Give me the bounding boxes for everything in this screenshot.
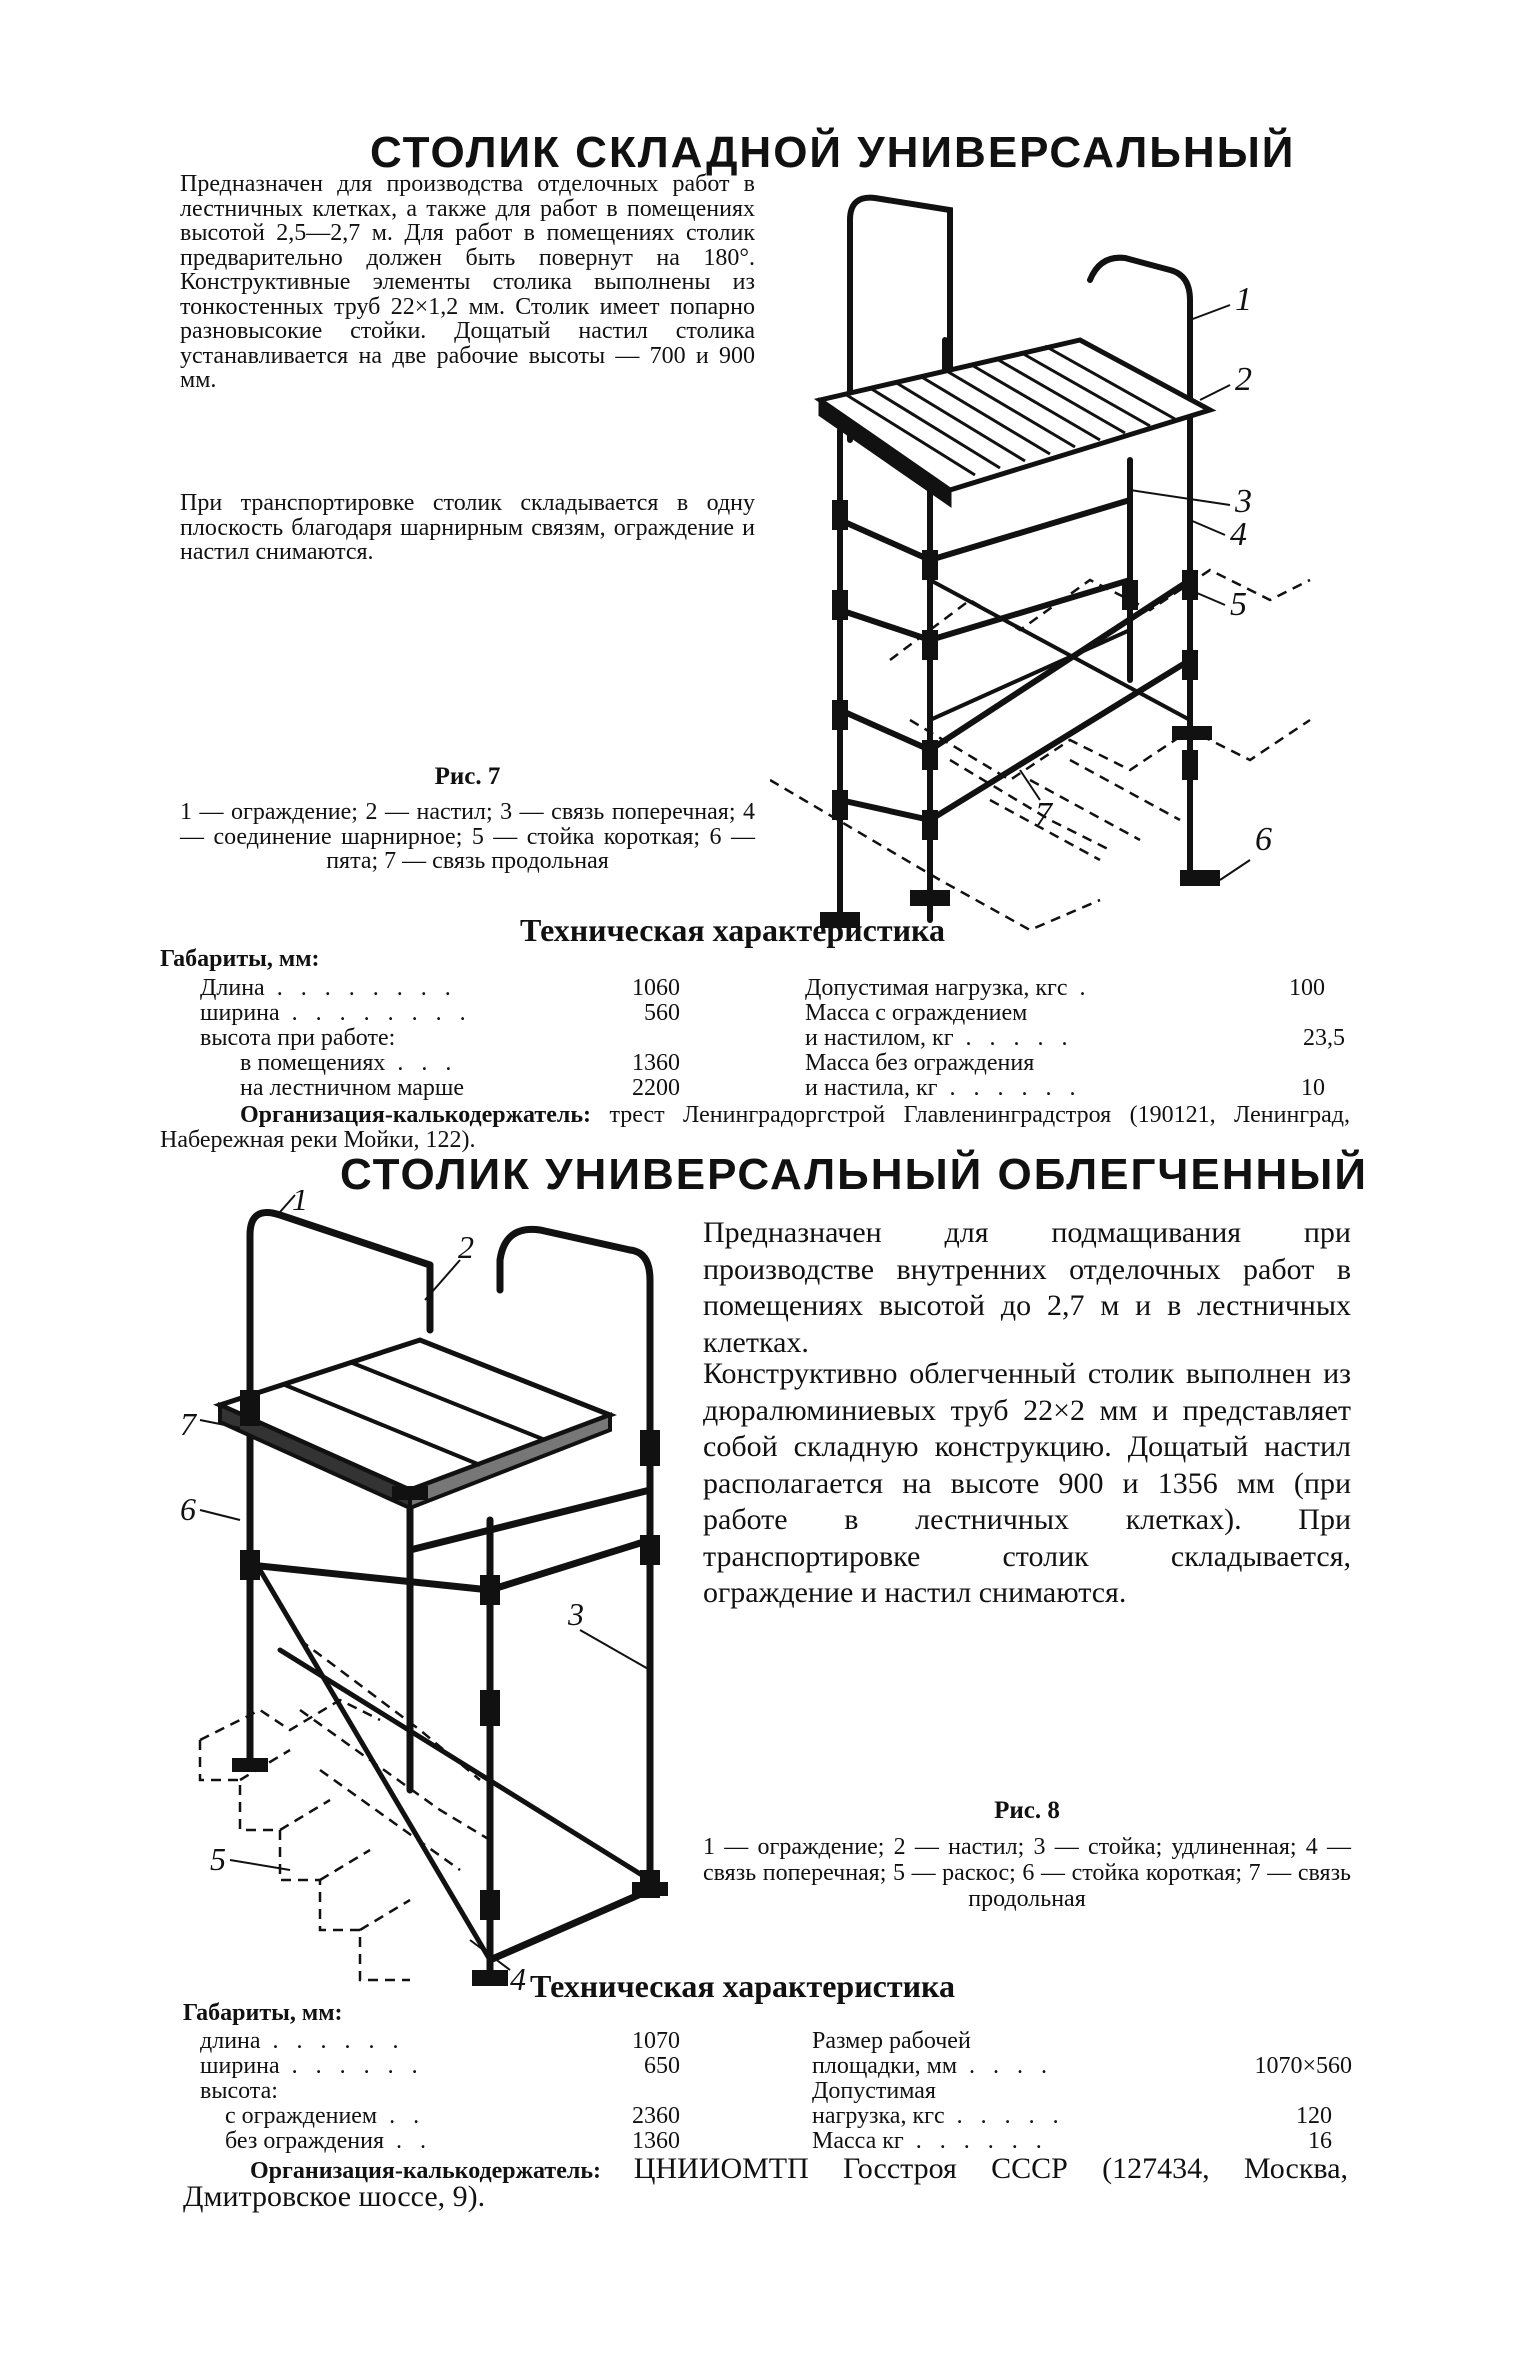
spec-value: 2360: [632, 2103, 680, 2129]
fig7-label-4: 4: [1230, 516, 1247, 553]
section2-spec-title: Техническая характеристика: [530, 1968, 955, 2004]
spec-label: ширина: [200, 2053, 280, 2079]
spec-row: [805, 1050, 1325, 1077]
spec-label: Масса с ограждением: [805, 1000, 1028, 1026]
spec-row: и настилом, кг . . . . . 23,5: [805, 1025, 1345, 1051]
section2-org-label: Организация-калькодержатель:: [250, 2158, 602, 2184]
section2-dims-header: Габариты, мм:: [183, 2000, 343, 2026]
spec-value: 100: [1289, 975, 1325, 1001]
spec-row: с ограждением . . 2360: [225, 2103, 680, 2129]
spec-value: 650: [644, 2053, 680, 2079]
fig7-label-1: 1: [1235, 281, 1252, 318]
spec-label: Длина: [200, 975, 265, 1001]
fig7-label-2: 2: [1235, 361, 1252, 398]
fig8-cross-tie: [490, 1890, 650, 1960]
spec-row: [200, 1025, 680, 1052]
spec-label: высота:: [200, 2078, 278, 2104]
section1-dims-header: Габариты, мм:: [160, 946, 320, 972]
fig8-label-7: 7: [180, 1406, 196, 1442]
spec-value: 1060: [632, 975, 680, 1001]
spec-row: нагрузка, кгс . . . . . 120: [812, 2103, 1332, 2129]
fig8-label-1: 1: [292, 1190, 308, 1217]
spec-label: Масса без ограждения: [805, 1050, 1035, 1076]
spec-row: [812, 2028, 1352, 2055]
section2-description-2: Конструктивно облегченный столик выполнен из дюралюминиевых труб 22×2 мм и представляет собой складную конструкцию. Дощатый настил располагается на высоте 900 и 1356 мм (при работе в лестничных клетках). При транспортировке столик складывается, ограждение и настил снимаются.: [703, 1357, 1351, 1609]
figure-8-drawing: [180, 1190, 680, 2020]
figure-7-title: Рис. 7: [434, 763, 501, 790]
spec-value: 1070: [632, 2028, 680, 2054]
section1-org-label: Организация-калькодержатель:: [240, 1102, 592, 1128]
section1-description-1: Предназначен для производства отделочных работ в лестничных клетках, а также для работ в помещениях высотой 2,5—2,7 м. Для работ в помещениях столик предварительно должен быть повернут на 180°. Конструктивные элементы столика выполнены из тонкостенных труб 22×1,2 мм. Столик имеет попарно разновысокие стойки. Дощатый настил столика устанавливается на две рабочие высоты — 700 и 900 мм.: [180, 171, 755, 393]
figure-8-caption: 1 — ограждение; 2 — настил; 3 — стойка; удлиненная; 4 — связь поперечная; 5 — раскос; 6 — стойка короткая; 7 — связь продольная: [703, 1834, 1351, 1912]
fig7-label-6: 6: [1255, 821, 1272, 858]
spec-value: 10: [1301, 1075, 1325, 1101]
fig7-label-3: 3: [1235, 483, 1252, 520]
section1-title: СТОЛИК СКЛАДНОЙ УНИВЕРСАЛЬНЫЙ: [370, 128, 1296, 177]
spec-row: [812, 2078, 1352, 2105]
spec-row: без ограждения . . 1360: [225, 2128, 680, 2154]
spec-row: [200, 2078, 680, 2105]
spec-label: и настилом, кг: [805, 1025, 954, 1051]
spec-value: 23,5: [1303, 1025, 1345, 1051]
fig8-deck: [220, 1340, 610, 1490]
spec-label: нагрузка, кгс: [812, 2103, 945, 2129]
section1-org-text: трест Ленинградоргстрой Главленинградстроя (190121, Ленинград, Набережная реки Мойки, 122).: [160, 1102, 1351, 1153]
spec-row: Длина . . . . . . . . 1060: [200, 975, 680, 1001]
spec-value: 120: [1296, 2103, 1332, 2129]
spec-row: и настила, кг . . . . . . 10: [805, 1075, 1325, 1101]
spec-value: 1070×560: [1254, 2053, 1352, 2079]
spec-label: в помещениях: [240, 1050, 386, 1076]
fig7-label-5: 5: [1230, 586, 1247, 623]
spec-row: [240, 1075, 680, 1102]
spec-label: Размер рабочей: [812, 2028, 971, 2054]
spec-value: 1360: [632, 2128, 680, 2154]
spec-row: площадки, мм . . . . 1070×560: [812, 2053, 1352, 2079]
spec-label: длина: [200, 2028, 261, 2054]
section2-description-1: Предназначен для подмащивания при производстве внутренних отделочных работ в помещениях высотой до 2,7 м и в лестничных клетках.: [703, 1216, 1351, 1359]
section2-org-text: ЦНИИОМТП Госстроя СССР (127434, Москва, Дмитровское шоссе, 9).: [183, 2152, 1349, 2213]
section1-spec-title: Техническая характеристика: [520, 912, 945, 948]
spec-value: 560: [644, 1000, 680, 1026]
fig8-label-5: 5: [210, 1841, 226, 1877]
section2-title: СТОЛИК УНИВЕРСАЛЬНЫЙ ОБЛЕГЧЕННЫЙ: [340, 1150, 1368, 1199]
spec-row: ширина . . . . . . 650: [200, 2053, 680, 2079]
spec-row: Допустимая нагрузка, кгс . 100: [805, 975, 1325, 1001]
spec-label: на лестничном марше: [240, 1075, 465, 1101]
fig8-label-2: 2: [458, 1229, 474, 1265]
spec-label: площадки, мм: [812, 2053, 958, 2079]
spec-label: Допустимая нагрузка, кгс: [805, 975, 1068, 1001]
spec-row: в помещениях . . . 1360: [240, 1050, 680, 1076]
spec-label: и настила, кг: [805, 1075, 938, 1101]
spec-label: Масса кг: [812, 2128, 904, 2154]
figure-8-title: Рис. 8: [994, 1797, 1060, 1824]
spec-row: ширина . . . . . . . . 560: [200, 1000, 680, 1026]
spec-row: [805, 1000, 1325, 1027]
spec-row: Масса кг . . . . . . 16: [812, 2128, 1332, 2154]
spec-value: 1360: [632, 1050, 680, 1076]
spec-row: длина . . . . . . 1070: [200, 2028, 680, 2054]
spec-value: 16: [1308, 2128, 1332, 2154]
fig8-label-6: 6: [180, 1491, 196, 1527]
spec-label: высота при работе:: [200, 1025, 396, 1051]
spec-value: 2200: [632, 1075, 680, 1101]
section1-org: [160, 1103, 1350, 1153]
spec-label: ширина: [200, 1000, 280, 1026]
figure-7-drawing: [770, 160, 1330, 950]
section2-org: [183, 2152, 1349, 2213]
fig8-label-4: 4: [510, 1961, 526, 1997]
section1-description-2: При транспортировке столик складывается в одну плоскость благодаря шарнирным связям, ограждение и настил снимаются.: [180, 490, 755, 565]
figure-7-caption: 1 — ограждение; 2 — настил; 3 — связь поперечная; 4 — соединение шарнирное; 5 — стойка короткая; 6 — пята; 7 — связь продольная: [180, 799, 755, 874]
spec-label: с ограждением: [225, 2103, 378, 2129]
spec-label: Допустимая: [812, 2078, 936, 2104]
spec-label: без ограждения: [225, 2128, 384, 2154]
fig8-label-3: 3: [568, 1596, 584, 1632]
fig7-label-7: 7: [1035, 796, 1052, 833]
